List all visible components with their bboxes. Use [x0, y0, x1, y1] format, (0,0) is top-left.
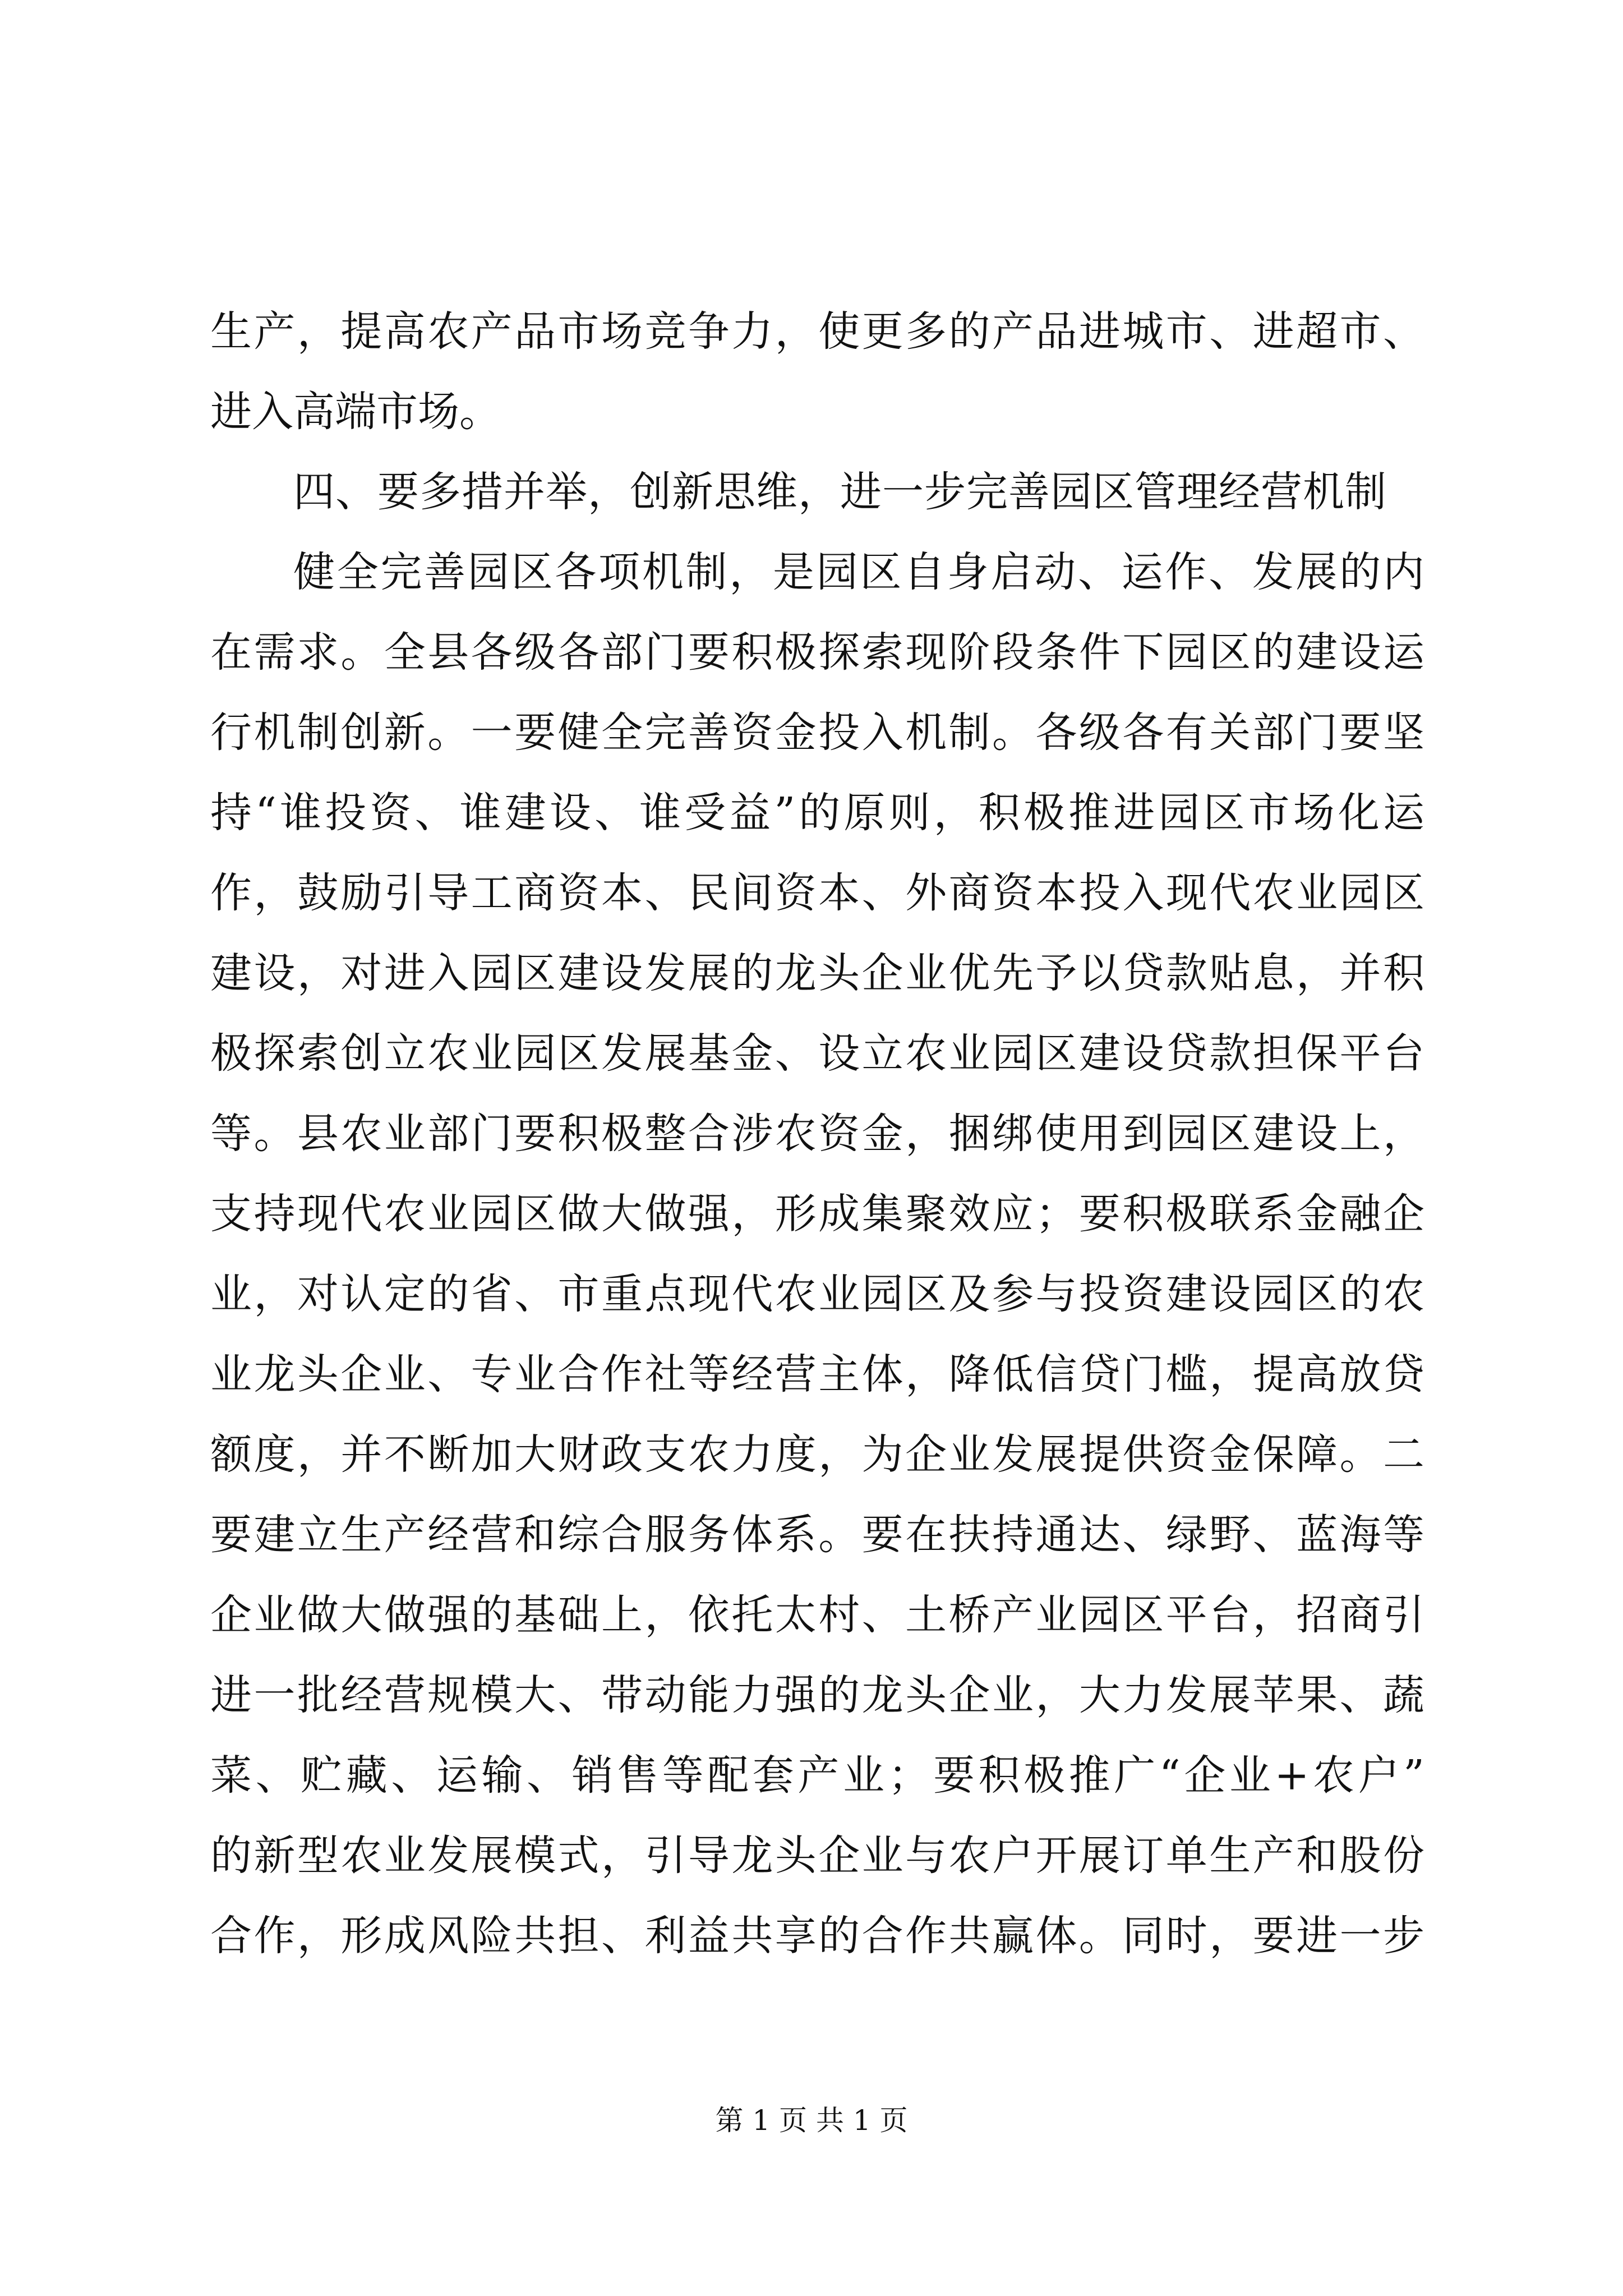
text-line-13: 业，对认定的省、市重点现代农业园区及参与投资建设园区的农 [210, 1270, 1424, 1318]
text-line-12: 支持现代农业园区做大做强，形成集聚效应；要积极联系金融企 [210, 1190, 1424, 1238]
text-line-17: 企业做大做强的基础上，依托太村、土桥产业园区平台，招商引 [210, 1591, 1424, 1639]
text-line-10: 极探索创立农业园区发展基金、设立农业园区建设贷款担保平台 [210, 1029, 1424, 1078]
text-line-1: 生产，提高农产品市场竞争力，使更多的产品进城市、进超市、 [210, 307, 1424, 356]
text-line-15: 额度，并不断加大财政支农力度，为企业发展提供资金保障。二 [210, 1430, 1424, 1479]
text-line-9: 建设，对进入园区建设发展的龙头企业优先予以贷款贴息，并积 [210, 949, 1424, 997]
body-text [210, 292, 1424, 1976]
page-number-label: 第 1 页 共 1 页 [715, 2104, 908, 2137]
text-line-18: 进一批经营规模大、带动能力强的龙头企业，大力发展苹果、蔬 [210, 1671, 1424, 1719]
text-line-20: 的新型农业发展模式，引导龙头企业与农户开展订单生产和股份 [210, 1832, 1424, 1880]
text-line-11: 等。县农业部门要积极整合涉农资金，捆绑使用到园区建设上， [210, 1110, 1424, 1158]
text-line-14: 业龙头企业、专业合作社等经营主体，降低信贷门槛，提高放贷 [210, 1350, 1424, 1398]
text-line-4: 健全完善园区各项机制，是园区自身启动、运作、发展的内 [293, 548, 1424, 596]
text-line-6: 行机制创新。一要健全完善资金投入机制。各级各有关部门要坚 [210, 708, 1424, 757]
page-footer [0, 2101, 1623, 2140]
section-heading: 四、要多措并举，创新思维，进一步完善园区管理经营机制 [293, 468, 1387, 516]
text-line-19: 菜、贮藏、运输、销售等配套产业；要积极推广“企业+农户” [210, 1751, 1424, 1800]
text-line-8: 作，鼓励引导工商资本、民间资本、外商资本投入现代农业园区 [210, 869, 1424, 917]
text-line-21: 合作，形成风险共担、利益共享的合作共赢体。同时，要进一步 [210, 1912, 1424, 1960]
text-line-16: 要建立生产经营和综合服务体系。要在扶持通达、绿野、蓝海等 [210, 1511, 1424, 1559]
text-line-7: 持“谁投资、谁建设、谁受益”的原则，积极推进园区市场化运 [210, 789, 1424, 837]
text-line-2: 进入高端市场。 [210, 388, 501, 436]
text-line-5: 在需求。全县各级各部门要积极探索现阶段条件下园区的建设运 [210, 628, 1424, 677]
